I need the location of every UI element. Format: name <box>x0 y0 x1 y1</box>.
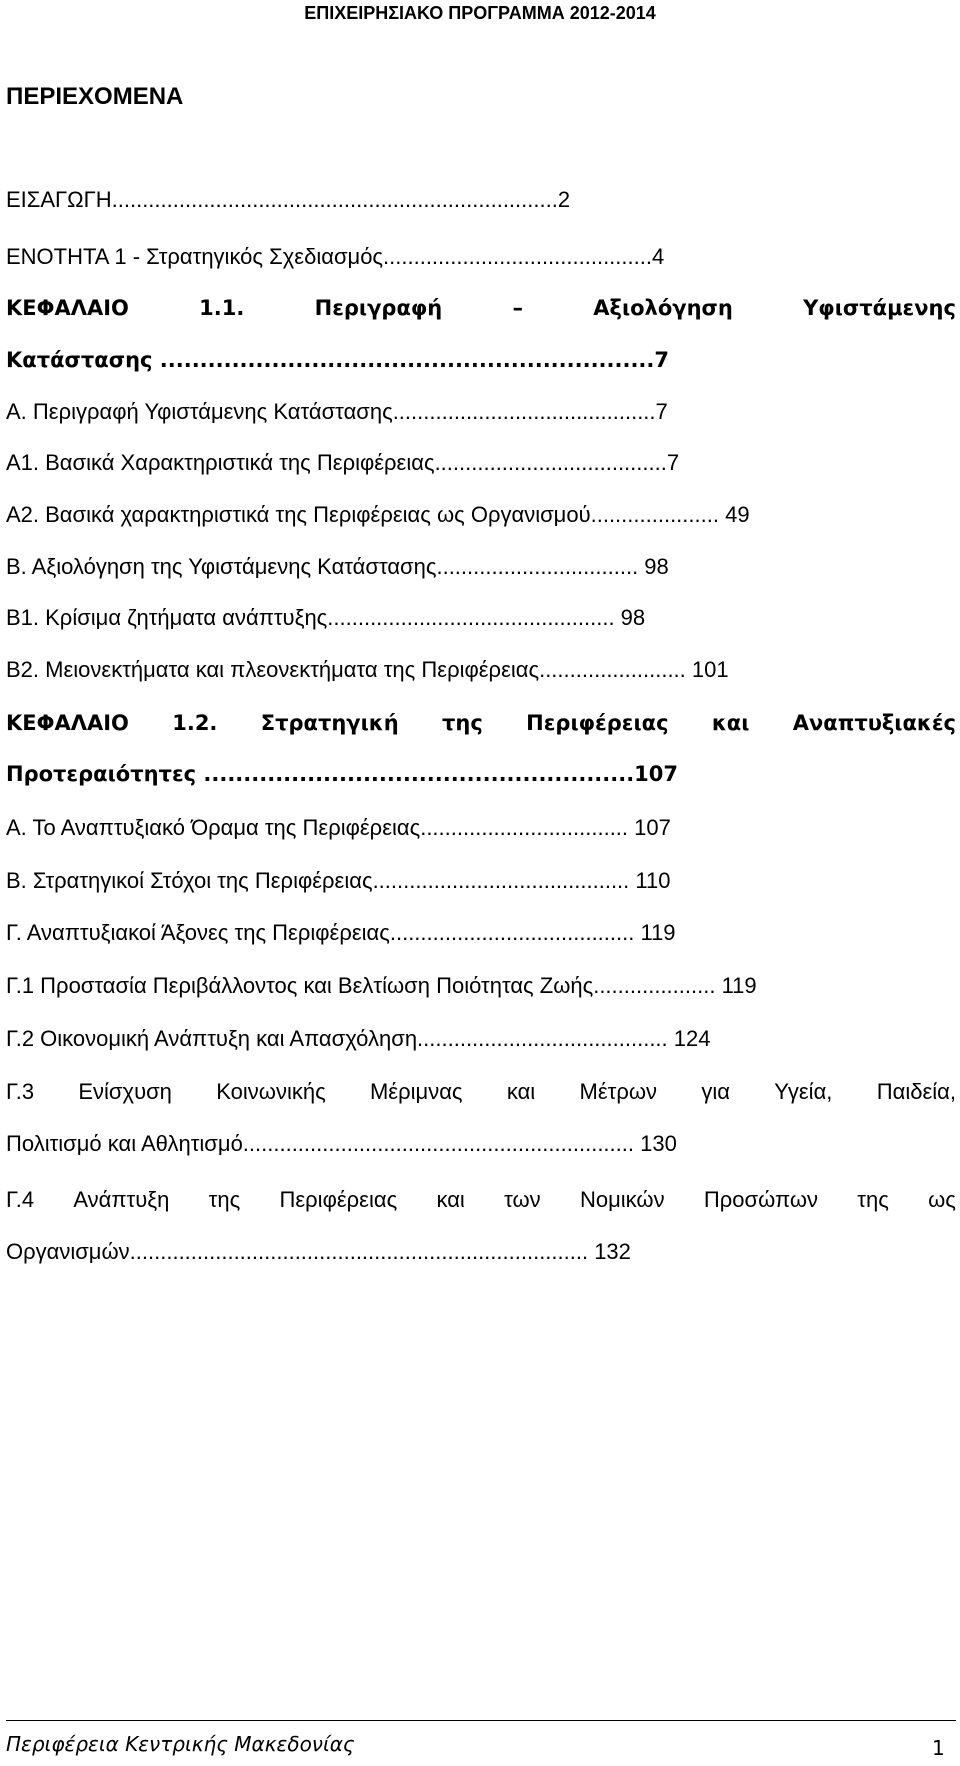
toc-word: για <box>701 1079 730 1104</box>
document-header <box>0 0 960 30</box>
toc-word: ΚΕΦΑΛΑΙΟ <box>6 296 129 320</box>
toc-entry-section-1[interactable]: ΕΝΟΤΗΤΑ 1 - Στρατηγικός Σχεδιασμός............................................4 <box>6 244 665 269</box>
toc-entry-g1[interactable]: Γ.1 Προστασία Περιβάλλοντος και Βελτίωση Ποιότητας Ζωής.................... 119 <box>6 973 757 998</box>
toc-entry-b1[interactable]: Β1. Κρίσιμα ζητήματα ανάπτυξης............................................... 98 <box>6 605 646 630</box>
toc-entry-chapter-1-2-line-1[interactable] <box>6 708 956 738</box>
toc-word: Μέτρων <box>579 1079 658 1104</box>
toc-entry-g2[interactable]: Γ.2 Οικονομική Ανάπτυξη και Απασχόληση......................................... 124 <box>6 1026 711 1051</box>
toc-entry-a1[interactable]: Α1. Βασικά Χαρακτηριστικά της Περιφέρειας......................................7 <box>6 450 680 475</box>
toc-word: και <box>436 1187 465 1212</box>
toc-title: ΠΕΡΙΕΧΟΜΕΝΑ <box>6 83 184 110</box>
toc-word: ως <box>928 1187 956 1212</box>
toc-entry-b2[interactable]: Β2. Μειονεκτήματα και πλεονεκτήματα της Περιφέρειας........................ 101 <box>6 657 729 682</box>
header-title: ΕΠΙΧΕΙΡΗΣΙΑΚΟ ΠΡΟΓΡΑΜΜΑ 2012-2014 <box>304 3 656 23</box>
toc-word: της <box>857 1187 889 1212</box>
toc-entry-g3-line-1[interactable] <box>6 1077 956 1107</box>
toc-word: Περιφέρειας <box>279 1187 398 1212</box>
toc-word: Μέριμνας <box>369 1079 463 1104</box>
page-number: 1 <box>932 1736 945 1760</box>
toc-entry-strategic-goals[interactable]: Β. Στρατηγικοί Στόχοι της Περιφέρειας.......................................... 110 <box>6 868 671 893</box>
toc-word: Αξιολόγηση <box>593 296 733 320</box>
toc-word: Υγεία, <box>774 1079 833 1104</box>
toc-entry-development-axes[interactable]: Γ. Αναπτυξιακοί Άξονες της Περιφέρειας........................................ 119 <box>6 920 676 945</box>
footer-divider <box>6 1720 956 1721</box>
toc-entry-a[interactable]: Α. Περιγραφή Υφιστάμενης Κατάστασης...........................................7 <box>6 399 668 424</box>
toc-entry-vision[interactable]: Α. Το Αναπτυξιακό Όραμα της Περιφέρειας.................................. 107 <box>6 815 671 840</box>
toc-word: Γ.3 <box>6 1079 35 1104</box>
toc-word: Στρατηγική <box>260 711 399 735</box>
toc-word: ΚΕΦΑΛΑΙΟ <box>6 711 129 735</box>
toc-word: Παιδεία, <box>876 1079 956 1104</box>
toc-word: Υφιστάμενης <box>803 296 956 320</box>
footer-organization: Περιφέρεια Κεντρικής Μακεδονίας <box>6 1732 355 1756</box>
toc-word: Αναπτυξιακές <box>792 711 956 735</box>
toc-word: Περιγραφή <box>314 296 443 320</box>
toc-entry-b[interactable]: Β. Αξιολόγηση της Υφιστάμενης Κατάστασης................................. 98 <box>6 554 669 579</box>
toc-entry-a2[interactable]: Α2. Βασικά χαρακτηριστικά της Περιφέρειας ως Οργανισμού..................... 49 <box>6 502 750 527</box>
toc-word: Ανάπτυξη <box>73 1187 170 1212</box>
toc-entry-chapter-1-1-line-1[interactable] <box>6 293 956 323</box>
toc-entry-g4-line-1[interactable] <box>6 1185 956 1215</box>
toc-entry-introduction[interactable]: ΕΙΣΑΓΩΓΗ.........................................................................2 <box>6 187 571 212</box>
toc-word: Κοινωνικής <box>216 1079 326 1104</box>
toc-word: Περιφέρειας <box>526 711 669 735</box>
toc-entry-g4-line-2[interactable]: Οργανισμών........................................................................... 132 <box>6 1239 631 1264</box>
toc-word: Νομικών <box>579 1187 665 1212</box>
toc-word: Προσώπων <box>703 1187 818 1212</box>
toc-word: Γ.4 <box>6 1187 35 1212</box>
toc-entry-chapter-1-1-line-2[interactable]: Κατάστασης ..............................................................7 <box>6 348 669 372</box>
toc-word: της <box>442 711 483 735</box>
toc-word: της <box>208 1187 241 1212</box>
toc-word: – <box>512 296 524 320</box>
toc-word: 1.1. <box>199 296 245 320</box>
toc-word: 1.2. <box>172 711 218 735</box>
toc-word: και <box>506 1079 536 1104</box>
toc-word: και <box>711 711 750 735</box>
toc-entry-chapter-1-2-line-2[interactable]: Προτεραιότητες ......................................................107 <box>6 762 679 786</box>
toc-entry-g3-line-2[interactable]: Πολιτισμό και Αθλητισμό................................................................ 130 <box>6 1131 677 1156</box>
toc-word: των <box>504 1187 541 1212</box>
toc-word: Ενίσχυση <box>78 1079 172 1104</box>
